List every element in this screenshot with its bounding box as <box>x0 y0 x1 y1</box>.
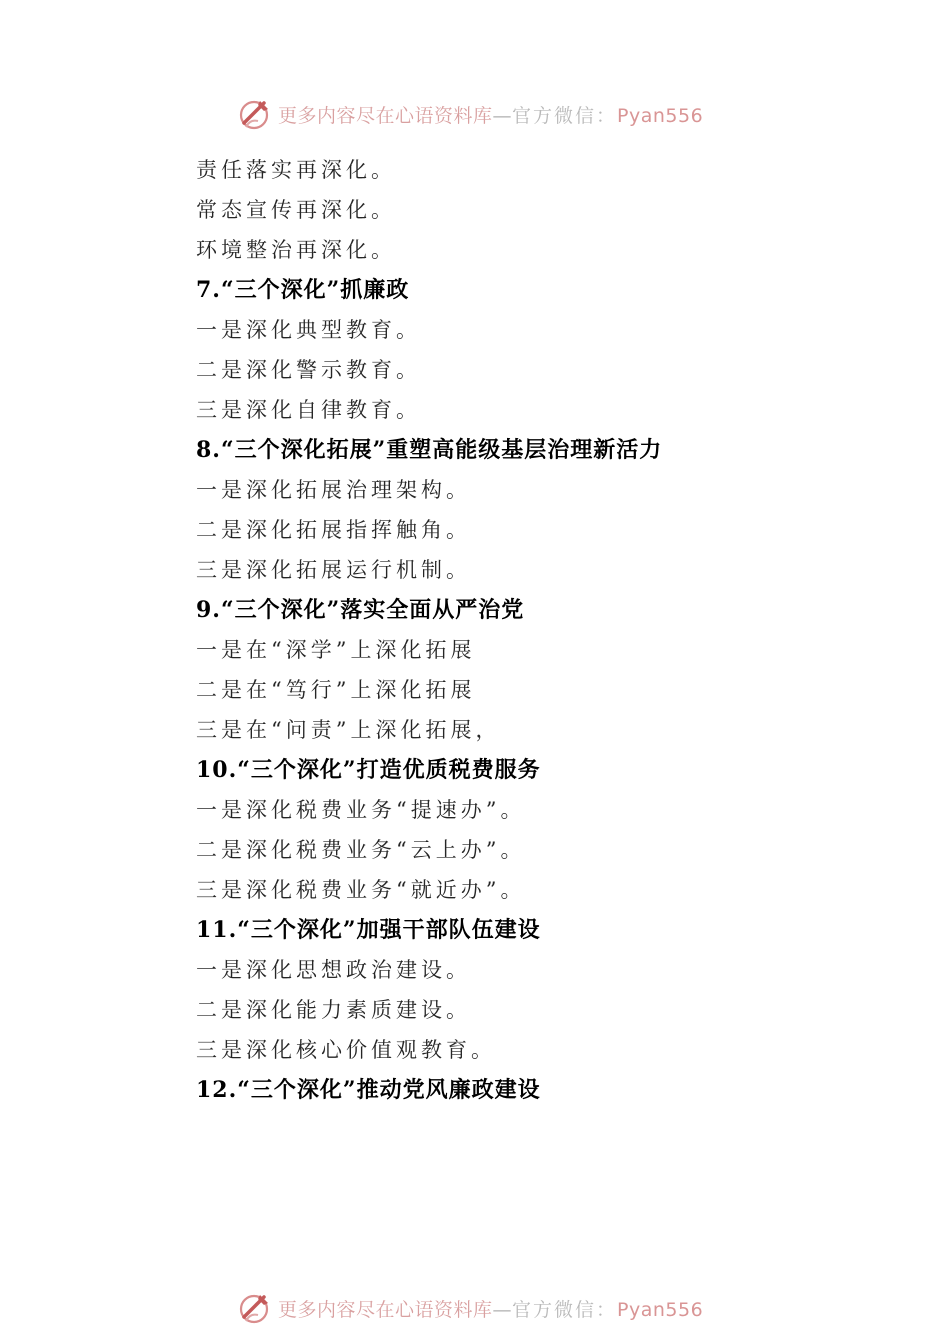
body-line: 一是在“深学”上深化拓展 <box>196 638 476 662</box>
body-line: 一是深化拓展治理架构。 <box>196 478 471 502</box>
watermark-wechat-label: 官方微信： <box>512 104 618 127</box>
body-line: 二是深化警示教育。 <box>196 358 421 382</box>
body-line: 三是深化核心价值观教育。 <box>196 1038 496 1062</box>
section-heading: 10.“三个深化”打造优质税费服务 <box>196 757 541 783</box>
watermark-dash: — <box>492 1298 513 1321</box>
section-heading: 9.“三个深化”落实全面从严治党 <box>196 597 525 623</box>
watermark-wechat-label: 官方微信： <box>512 1298 618 1321</box>
watermark-wechat-id: Pyan556 <box>617 1298 704 1321</box>
body-line: 二是在“笃行”上深化拓展 <box>196 678 476 702</box>
watermark-header <box>238 96 758 132</box>
watermark-text <box>278 101 703 128</box>
watermark-dash: — <box>492 104 513 127</box>
body-line: 三是深化自律教育。 <box>196 398 421 422</box>
watermark-wechat-id: Pyan556 <box>617 104 704 127</box>
body-line: 三是深化税费业务“就近办”。 <box>196 878 526 902</box>
section-heading: 8.“三个深化拓展”重塑高能级基层治理新活力 <box>196 437 663 463</box>
body-line: 责任落实再深化。 <box>196 158 396 182</box>
body-line: 二是深化能力素质建设。 <box>196 998 471 1022</box>
body-line: 三是在“问责”上深化拓展， <box>196 718 501 742</box>
document-body <box>196 150 796 1110</box>
watermark-text <box>278 1295 703 1322</box>
body-line: 一是深化典型教育。 <box>196 318 421 342</box>
section-heading: 12.“三个深化”推动党风廉政建设 <box>196 1077 541 1103</box>
pen-logo-icon <box>238 1291 272 1325</box>
body-line: 二是深化拓展指挥触角。 <box>196 518 471 542</box>
watermark-main: 更多内容尽在心语资料库 <box>278 104 493 127</box>
body-line: 一是深化思想政治建设。 <box>196 958 471 982</box>
section-heading: 7.“三个深化”抓廉政 <box>196 277 410 303</box>
section-heading: 11.“三个深化”加强干部队伍建设 <box>196 917 541 943</box>
pen-logo-icon <box>238 97 272 131</box>
body-line: 环境整治再深化。 <box>196 238 396 262</box>
body-line: 一是深化税费业务“提速办”。 <box>196 798 526 822</box>
watermark-footer <box>238 1290 758 1326</box>
body-line: 常态宣传再深化。 <box>196 198 396 222</box>
body-line: 三是深化拓展运行机制。 <box>196 558 471 582</box>
watermark-main: 更多内容尽在心语资料库 <box>278 1298 493 1321</box>
body-line: 二是深化税费业务“云上办”。 <box>196 838 526 862</box>
